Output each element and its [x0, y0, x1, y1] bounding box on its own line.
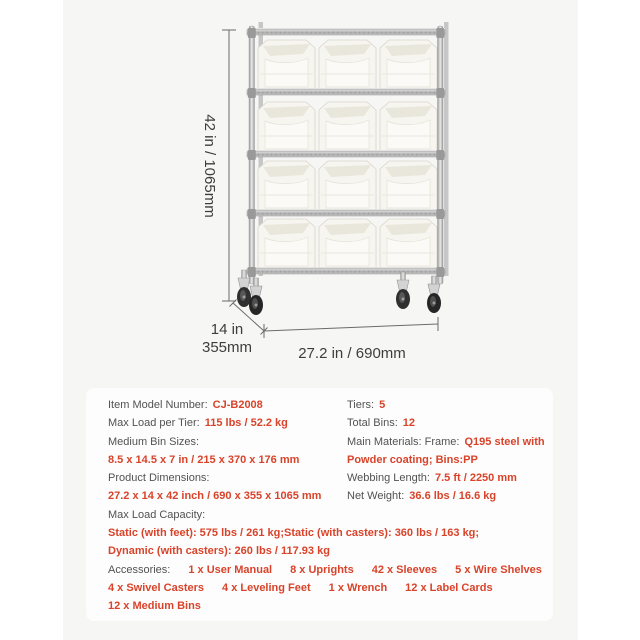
height-dimension-label: 42 in / 1065mm: [201, 114, 218, 218]
spec-row-net-weight: Net Weight: 36.6 lbs / 16.6 kg: [347, 490, 497, 503]
spec-row-model: Item Model Number: CJ-B2008: [108, 399, 263, 411]
spec-row-materials-cont: Powder coating; Bins:PP: [347, 453, 478, 466]
spec-row-bin-sizes-value: 8.5 x 14.5 x 7 in / 215 x 370 x 176 mm: [108, 453, 300, 466]
caster-wheels: [237, 270, 441, 315]
depth-dimension-label-in: 14 in: [210, 321, 244, 338]
spec-column-left: [108, 396, 347, 506]
spec-row-load-per-tier: Max Load per Tier: 115 lbs / 52.2 kg: [108, 417, 288, 430]
spec-row-accessories-1: Accessories: 1 x User Manual 8 x Uprights 42 x Sleeves 5 x Wire Shelves: [108, 563, 542, 576]
spec-row-materials: Main Materials: Frame: Q195 steel with: [347, 435, 545, 448]
spec-card: [86, 388, 553, 621]
width-dimension-line: [264, 317, 438, 338]
spec-row-capacity-dynamic: Dynamic (with casters): 260 lbs / 117.93 kg: [108, 545, 330, 558]
width-dimension-label: 27.2 in / 690mm: [298, 345, 406, 362]
depth-dimension-label-mm: 355mm: [201, 339, 253, 356]
rear-post-right: [444, 22, 449, 276]
spec-row-webbing: Webbing Length: 7.5 ft / 2250 mm: [347, 472, 517, 485]
spec-row-total-bins: Total Bins: 12: [347, 417, 415, 430]
spec-row-accessories-3: 12 x Medium Bins: [108, 600, 201, 613]
spec-row-capacity-label: Max Load Capacity:: [108, 508, 206, 521]
spec-row-capacity-static: Static (with feet): 575 lbs / 261 kg;Static (with casters): 360 lbs / 163 kg;: [108, 527, 480, 540]
spec-row-product-dims-value: 27.2 x 14 x 42 inch / 690 x 355 x 1065 mm: [108, 490, 322, 503]
spec-row-bin-sizes-label: Medium Bin Sizes:: [108, 435, 200, 448]
height-dimension-line: [222, 30, 236, 301]
spec-row-accessories-2: 4 x Swivel Casters 4 x Leveling Feet 1 x Wrench 12 x Label Cards: [108, 581, 493, 594]
spec-columns: [108, 396, 545, 506]
shelving-rack: [237, 22, 449, 315]
spec-row-product-dims-label: Product Dimensions:: [108, 472, 210, 485]
spec-row-tiers: Tiers: 5: [347, 399, 386, 411]
spec-column-right: [347, 396, 545, 506]
